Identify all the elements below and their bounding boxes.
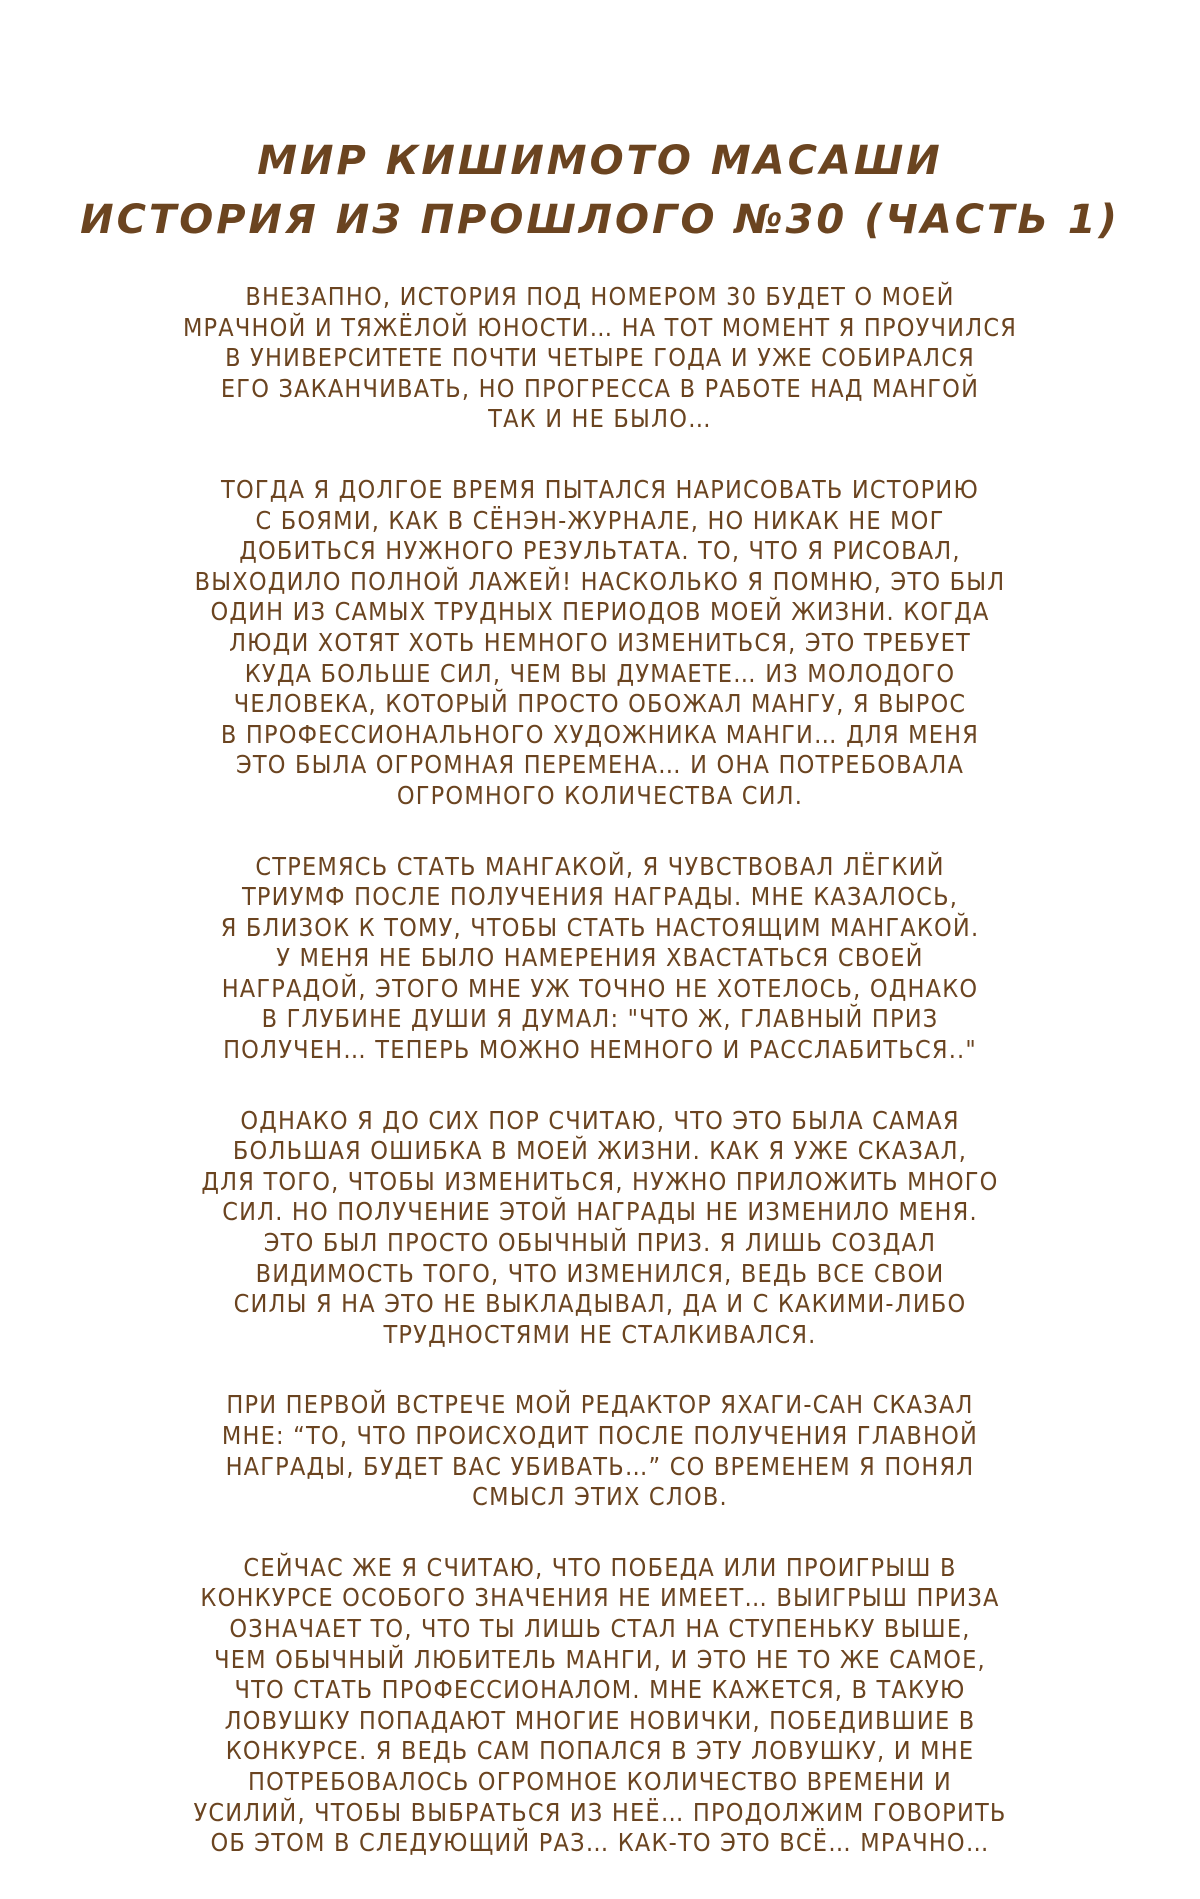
text-line: ЕГО ЗАКАНЧИВАТЬ, НО ПРОГРЕССА В РАБОТЕ НАД МАНГОЙ [220, 373, 980, 403]
paragraph-6 [130, 1553, 1070, 1859]
text-line: ЭТО БЫЛ ПРОСТО ОБЫЧНЫЙ ПРИЗ. Я ЛИШЬ СОЗДАЛ [263, 1228, 937, 1258]
text-line: В ГЛУБИНЕ ДУШИ Я ДУМАЛ: "ЧТО Ж, ГЛАВНЫЙ ПРИЗ [261, 1004, 939, 1034]
text-line: ТОГДА Я ДОЛГОЕ ВРЕМЯ ПЫТАЛСЯ НАРИСОВАТЬ ИСТОРИЮ [221, 474, 979, 504]
text-line: ЧЕЛОВЕКА, КОТОРЫЙ ПРОСТО ОБОЖАЛ МАНГУ, Я ВЫРОС [233, 689, 967, 719]
text-line: СИЛЫ Я НА ЭТО НЕ ВЫКЛАДЫВАЛ, ДА И С КАКИМИ-ЛИБО [233, 1289, 967, 1319]
text-line: В ПРОФЕССИОНАЛЬНОГО ХУДОЖНИКА МАНГИ… ДЛЯ МЕНЯ [220, 719, 980, 749]
text-line: ДОБИТЬСЯ НУЖНОГО РЕЗУЛЬТАТА. ТО, ЧТО Я РИСОВАЛ, [239, 536, 961, 566]
title-line-2: ИСТОРИЯ ИЗ ПРОШЛОГО №30 (ЧАСТЬ 1) [80, 197, 1120, 243]
text-line: ОБ ЭТОМ В СЛЕДУЮЩИЙ РАЗ… КАК-ТО ЭТО ВСЁ… МРАЧНО… [210, 1828, 990, 1858]
article-body [130, 282, 1070, 1899]
paragraph-4 [130, 1106, 1070, 1351]
paragraph-1 [130, 282, 1070, 435]
text-line: УСИЛИЙ, ЧТОБЫ ВЫБРАТЬСЯ ИЗ НЕЁ… ПРОДОЛЖИМ ГОВОРИТЬ [193, 1797, 1007, 1827]
text-line: У МЕНЯ НЕ БЫЛО НАМЕРЕНИЯ ХВАСТАТЬСЯ СВОЕЙ [276, 943, 924, 973]
text-line: ПОЛУЧЕН… ТЕПЕРЬ МОЖНО НЕМНОГО И РАССЛАБИТЬСЯ.." [223, 1035, 977, 1065]
text-line: Я БЛИЗОК К ТОМУ, ЧТОБЫ СТАТЬ НАСТОЯЩИМ МАНГАКОЙ. [220, 912, 980, 942]
text-line: ВИДИМОСТЬ ТОГО, ЧТО ИЗМЕНИЛСЯ, ВЕДЬ ВСЕ СВОИ [255, 1258, 945, 1288]
title-line-1: МИР КИШИМОТО МАСАШИ [257, 138, 943, 184]
text-line: ПРИ ПЕРВОЙ ВСТРЕЧЕ МОЙ РЕДАКТОР ЯХАГИ-САН СКАЗАЛ [226, 1390, 974, 1420]
paragraph-3 [130, 852, 1070, 1066]
text-line: ОЗНАЧАЕТ ТО, ЧТО ТЫ ЛИШЬ СТАЛ НА СТУПЕНЬКУ ВЫШЕ, [229, 1613, 971, 1643]
text-line: ТРИУМФ ПОСЛЕ ПОЛУЧЕНИЯ НАГРАДЫ. МНЕ КАЗАЛОСЬ, [241, 882, 959, 912]
page-header [0, 132, 1200, 250]
text-line: НАГРАДЫ, БУДЕТ ВАС УБИВАТЬ…” СО ВРЕМЕНЕМ Я ПОНЯЛ [225, 1451, 975, 1481]
text-line: ТАК И НЕ БЫЛО… [488, 404, 712, 434]
text-line: ЧТО СТАТЬ ПРОФЕССИОНАЛОМ. МНЕ КАЖЕТСЯ, В ТАКУЮ [234, 1675, 966, 1705]
text-line: БОЛЬШАЯ ОШИБКА В МОЕЙ ЖИЗНИ. КАК Я УЖЕ СКАЗАЛ, [232, 1136, 968, 1166]
text-line: ЛЮДИ ХОТЯТ ХОТЬ НЕМНОГО ИЗМЕНИТЬСЯ, ЭТО ТРЕБУЕТ [229, 627, 971, 657]
text-line: НАГРАДОЙ, ЭТОГО МНЕ УЖ ТОЧНО НЕ ХОТЕЛОСЬ, ОДНАКО [221, 973, 979, 1003]
text-line: КОНКУРСЕ ОСОБОГО ЗНАЧЕНИЯ НЕ ИМЕЕТ… ВЫИГРЫШ ПРИЗА [200, 1583, 1000, 1613]
text-line: ТРУДНОСТЯМИ НЕ СТАЛКИВАЛСЯ. [383, 1319, 817, 1349]
text-line: КУДА БОЛЬШЕ СИЛ, ЧЕМ ВЫ ДУМАЕТЕ… ИЗ МОЛОДОГО [244, 658, 956, 688]
text-line: СИЛ. НО ПОЛУЧЕНИЕ ЭТОЙ НАГРАДЫ НЕ ИЗМЕНИЛО МЕНЯ. [222, 1197, 978, 1227]
text-line: ОДИН ИЗ САМЫХ ТРУДНЫХ ПЕРИОДОВ МОЕЙ ЖИЗНИ. КОГДА [210, 597, 990, 627]
paragraph-2 [130, 475, 1070, 812]
text-line: ЛОВУШКУ ПОПАДАЮТ МНОГИЕ НОВИЧКИ, ПОБЕДИВШИЕ В [224, 1705, 976, 1735]
text-line: ВНЕЗАПНО, ИСТОРИЯ ПОД НОМЕРОМ 30 БУДЕТ О МОЕЙ [245, 282, 955, 311]
text-line: В УНИВЕРСИТЕТЕ ПОЧТИ ЧЕТЫРЕ ГОДА И УЖЕ СОБИРАЛСЯ [225, 343, 975, 373]
text-line: С БОЯМИ, КАК В СЁНЭН-ЖУРНАЛЕ, НО НИКАК НЕ МОГ [255, 505, 945, 535]
text-line: СТРЕМЯСЬ СТАТЬ МАНГАКОЙ, Я ЧУВСТВОВАЛ ЛЁГКИЙ [255, 851, 945, 881]
text-line: СЕЙЧАС ЖЕ Я СЧИТАЮ, ЧТО ПОБЕДА ИЛИ ПРОИГРЫШ В [243, 1552, 957, 1582]
paragraph-5 [130, 1390, 1070, 1512]
text-line: ВЫХОДИЛО ПОЛНОЙ ЛАЖЕЙ! НАСКОЛЬКО Я ПОМНЮ, ЭТО БЫЛ [194, 566, 1006, 596]
text-line: МРАЧНОЙ И ТЯЖЁЛОЙ ЮНОСТИ… НА ТОТ МОМЕНТ Я ПРОУЧИЛСЯ [182, 312, 1018, 342]
text-line: ДЛЯ ТОГО, ЧТОБЫ ИЗМЕНИТЬСЯ, НУЖНО ПРИЛОЖИТЬ МНОГО [201, 1166, 999, 1196]
text-line: ЧЕМ ОБЫЧНЫЙ ЛЮБИТЕЛЬ МАНГИ, И ЭТО НЕ ТО ЖЕ САМОЕ, [214, 1644, 986, 1674]
text-line: ОГРОМНОГО КОЛИЧЕСТВА СИЛ. [396, 780, 804, 810]
text-line: ОДНАКО Я ДО СИХ ПОР СЧИТАЮ, ЧТО ЭТО БЫЛА САМАЯ [240, 1105, 960, 1135]
text-line: ЭТО БЫЛА ОГРОМНАЯ ПЕРЕМЕНА… И ОНА ПОТРЕБОВАЛА [235, 750, 965, 780]
text-line: ПОТРЕБОВАЛОСЬ ОГРОМНОЕ КОЛИЧЕСТВО ВРЕМЕНИ И [248, 1766, 952, 1796]
text-line: МНЕ: “ТО, ЧТО ПРОИСХОДИТ ПОСЛЕ ПОЛУЧЕНИЯ ГЛАВНОЙ [221, 1421, 979, 1450]
text-line: КОНКУРСЕ. Я ВЕДЬ САМ ПОПАЛСЯ В ЭТУ ЛОВУШКУ, И МНЕ [225, 1736, 975, 1766]
text-line: СМЫСЛ ЭТИХ СЛОВ. [472, 1482, 728, 1512]
